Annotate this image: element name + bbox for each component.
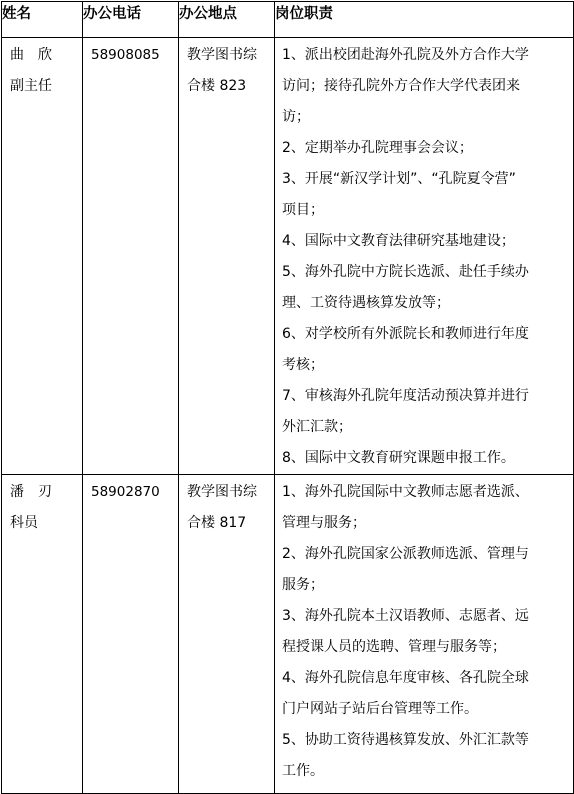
- duty-line: 访；: [282, 109, 310, 125]
- phone-number: 58908085: [91, 47, 160, 63]
- duty-line: 外汇汇款；: [282, 419, 352, 435]
- location-cell: [179, 475, 275, 794]
- phone-cell: [83, 475, 179, 794]
- name-cell: [2, 475, 83, 794]
- duties-cell: [275, 38, 574, 475]
- table-header-row: [2, 2, 574, 38]
- location-cell: [179, 38, 275, 475]
- location-line: 教学图书综: [187, 47, 257, 63]
- header-name: 姓名: [2, 2, 83, 38]
- duty-line: 2、海外孔院国家公派教师选派、管理与: [282, 546, 529, 562]
- duty-line: 项目；: [282, 202, 324, 218]
- name-cell: [2, 38, 83, 475]
- duty-line: 门户网站子站后台管理等工作。: [282, 701, 478, 717]
- location-line: 合楼 823: [187, 78, 247, 94]
- header-duties: 岗位职责: [275, 2, 574, 38]
- person-name: 曲 欣: [10, 47, 52, 63]
- header-location: 办公地点: [179, 2, 275, 38]
- phone-number: 58902870: [91, 484, 160, 500]
- person-title: 科员: [10, 515, 38, 531]
- duties-cell: [275, 475, 574, 794]
- staff-duty-table: [1, 1, 574, 794]
- duty-line: 程授课人员的选聘、管理与服务等；: [282, 639, 506, 655]
- duty-line: 理、工资待遇核算发放等；: [282, 295, 450, 311]
- duty-line: 考核；: [282, 357, 324, 373]
- duty-line: 3、海外孔院本土汉语教师、志愿者、远: [282, 608, 529, 624]
- table-row: [2, 475, 574, 794]
- duty-line: 5、海外孔院中方院长选派、赴任手续办: [282, 264, 529, 280]
- duty-line: 4、国际中文教育法律研究基地建设；: [282, 233, 515, 249]
- duty-line: 6、对学校所有外派院长和教师进行年度: [282, 326, 529, 342]
- duty-line: 2、定期举办孔院理事会会议；: [282, 140, 473, 156]
- duty-line: 访问；接待孔院外方合作大学代表团来: [282, 78, 520, 94]
- person-name: 潘 刃: [10, 484, 52, 500]
- person-title: 副主任: [10, 78, 52, 94]
- duty-line: 1、海外孔院国际中文教师志愿者选派、: [282, 484, 529, 500]
- duty-line: 工作。: [282, 763, 324, 779]
- duty-line: 3、开展“新汉学计划”、“孔院夏令营”: [282, 171, 516, 187]
- duty-line: 管理与服务；: [282, 515, 366, 531]
- duty-line: 服务；: [282, 577, 324, 593]
- phone-cell: [83, 38, 179, 475]
- header-phone: 办公电话: [83, 2, 179, 38]
- duty-line: 7、审核海外孔院年度活动预决算并进行: [282, 388, 529, 404]
- location-line: 合楼 817: [187, 515, 247, 531]
- duty-line: 1、派出校团赴海外孔院及外方合作大学: [282, 47, 529, 63]
- duty-line: 8、国际中文教育研究课题申报工作。: [282, 450, 515, 466]
- duty-line: 5、协助工资待遇核算发放、外汇汇款等: [282, 732, 529, 748]
- table-row: [2, 38, 574, 475]
- location-line: 教学图书综: [187, 484, 257, 500]
- duty-line: 4、海外孔院信息年度审核、各孔院全球: [282, 670, 529, 686]
